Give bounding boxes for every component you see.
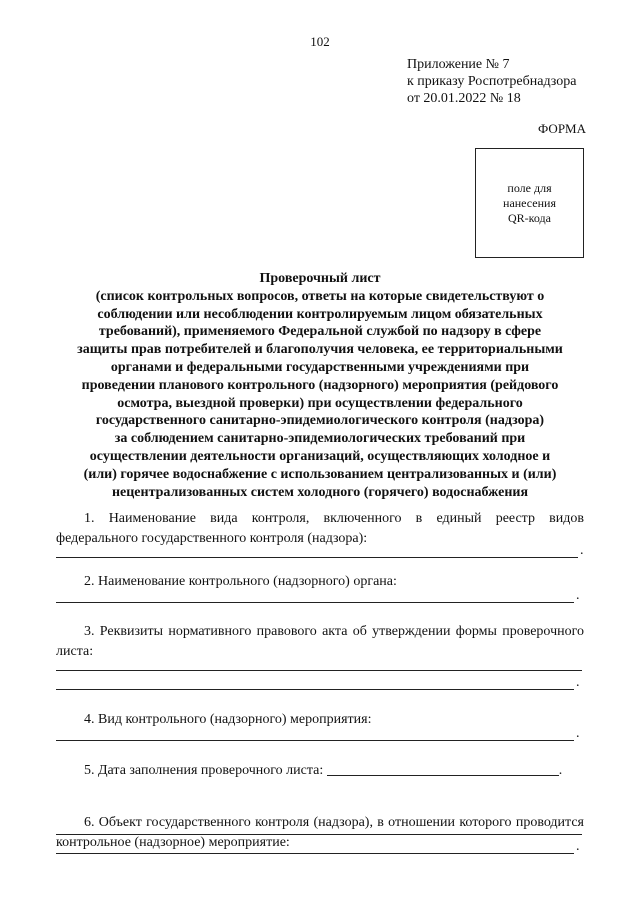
item-2 — [56, 572, 584, 592]
item-6-fill-line-2[interactable] — [56, 853, 574, 854]
qr-box-line-2: нанесения — [503, 195, 556, 210]
item-1 — [56, 509, 584, 549]
line-end-dot: . — [576, 675, 580, 690]
qr-code-field — [475, 148, 584, 258]
title-line: государственного санитарно-эпидемиологического контроля (надзора) — [95, 413, 545, 429]
item-3-fill-line-1[interactable] — [56, 670, 582, 671]
item-2-text: 2. Наименование контрольного (надзорного) органа: — [84, 574, 397, 589]
item-5 — [56, 761, 584, 781]
document-title — [56, 270, 584, 501]
appendix-line-1: Приложение № 7 — [407, 57, 510, 72]
title-line: за соблюдением санитарно-эпидемиологических требований при — [114, 431, 526, 447]
title-line: соблюдении или несоблюдении контролируемым лицом обязательных — [97, 306, 543, 322]
line-end-dot: . — [558, 763, 563, 778]
item-1-text: 1. Наименование вида контроля, включенного в единый реестр видов федерального государственного контроля (надзора): — [56, 511, 584, 546]
appendix-line-3: от 20.01.2022 № 18 — [407, 91, 521, 106]
item-3 — [56, 622, 584, 662]
title-heading: Проверочный лист — [259, 271, 381, 286]
appendix-block — [407, 56, 576, 107]
item-4-text: 4. Вид контрольного (надзорного) мероприятия: — [84, 712, 372, 727]
item-3-text: 3. Реквизиты нормативного правового акта об утверждении формы проверочного листа: — [56, 624, 584, 659]
item-6-text: 6. Объект государственного контроля (надзора), в отношении которого проводится контрольное (надзорное) мероприятие: — [56, 815, 584, 850]
title-line: органами и федеральными государственными учреждениями при — [110, 359, 530, 375]
qr-box-line-1: поле для — [507, 180, 552, 195]
item-4-fill-line[interactable] — [56, 740, 574, 741]
title-line: требований), применяемого Федеральной службой по надзору в сфере — [98, 324, 542, 340]
line-end-dot: . — [580, 543, 584, 558]
title-line: (или) горячее водоснабжение с использованием централизованных и (или) — [83, 466, 557, 482]
item-4 — [56, 710, 584, 730]
item-5-fill-line[interactable] — [327, 761, 559, 776]
line-end-dot: . — [576, 588, 580, 603]
item-1-fill-line[interactable] — [56, 557, 578, 558]
item-2-fill-line[interactable] — [56, 602, 574, 603]
item-6-fill-line-1[interactable] — [56, 834, 582, 835]
form-label: ФОРМА — [538, 121, 586, 136]
qr-box-line-3: QR-кода — [508, 210, 551, 225]
title-line: проведении планового контрольного (надзорного) мероприятия (рейдового — [81, 377, 559, 393]
item-6 — [56, 813, 584, 853]
title-line: защиты прав потребителей и благополучия человека, ее территориальными — [77, 342, 563, 358]
title-line: (список контрольных вопросов, ответы на которые свидетельствуют о — [95, 288, 545, 304]
item-3-fill-line-2[interactable] — [56, 689, 574, 690]
item-5-text: 5. Дата заполнения проверочного листа: — [84, 763, 324, 778]
page-number: 102 — [310, 34, 330, 49]
title-line: осмотра, выездной проверки) при осуществлении федерального — [117, 395, 523, 411]
title-line: нецентрализованных систем холодного (горячего) водоснабжения — [111, 484, 529, 500]
title-line: осуществлении деятельности организаций, осуществляющих холодное и — [89, 448, 551, 464]
line-end-dot: . — [576, 726, 580, 741]
line-end-dot: . — [576, 839, 580, 854]
appendix-line-2: к приказу Роспотребнадзора — [407, 74, 577, 89]
